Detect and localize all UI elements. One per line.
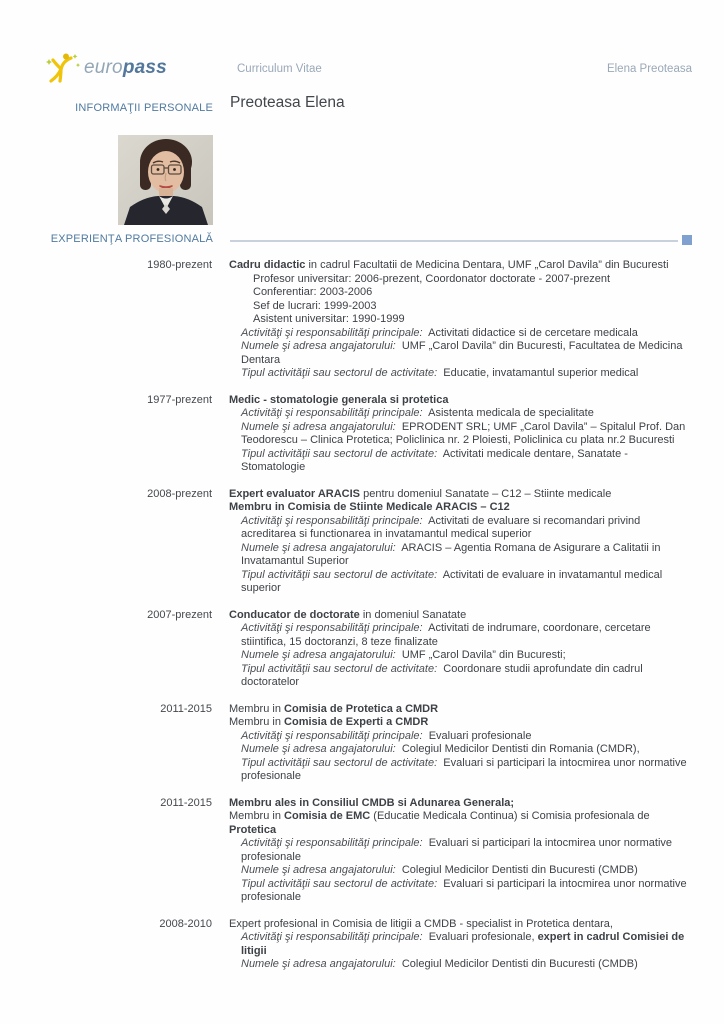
logo-pass-text: pass [122,57,167,79]
detail-label: Numele şi adresa angajatorului: [241,649,396,661]
experience-entries [0,259,724,985]
entry-title-line [229,501,693,515]
entry-title-line [229,716,693,730]
entry-detail-line [229,730,693,744]
section-rule-line [230,240,678,242]
text: ARACIS – Agentia Romana de Asigurare a Calitatii in Invatamantul Superior [241,541,661,567]
text: Asistenta medicala de specialitate [428,407,594,419]
bold-text: Cadru didactic [229,259,306,271]
text: (Educatie Medicala Continua) si Comisia profesionala de [370,810,650,822]
text: Colegiul Medicilor Dentisti din Bucuresti (CMDB) [401,864,638,876]
detail-label: Tipul activităţii sau sectorul de activitate: [241,662,438,675]
detail-label: Numele şi adresa angajatorului: [241,958,396,970]
bold-text: Comisia de Experti a CMDR [284,716,429,728]
entry-detail-line [229,367,693,381]
text: UMF „Carol Davila” din Bucuresti; [401,649,566,661]
portrait-photo-image [118,135,213,225]
text: Colegiul Medicilor Dentisti din Romania (CMDR), [401,743,640,755]
entry-title-line [229,797,693,811]
entry-date: 2008-2010 [159,917,212,930]
text: EPRODENT SRL; UMF „Carol Davila” – Spitalul Prof. Dan Teodorescu – Clinica Protetica; Policlinica nr. 2 Ploiesti, Policlinica cu plata nr.2 Bucuresti [241,420,686,446]
entry-title-line [229,394,693,408]
entry-title-line [229,703,693,717]
europass-wordmark [84,57,167,79]
entry-detail-line [229,878,693,905]
bold-text: expert in cadrul Comisiei de litigii [241,931,685,957]
logo-euro-text: euro [84,57,123,79]
portrait-photo [118,135,213,225]
entry-detail-line [229,931,693,958]
entry-detail-line [229,743,693,757]
section-rule-square-icon [682,235,692,245]
entry-title-line [229,488,693,502]
entry-title-line [229,918,693,932]
entry-title-line [229,609,693,623]
detail-label: Tipul activităţii sau sectorul de activitate: [241,367,438,379]
bold-text: Conducator de doctorate [229,608,360,621]
entry-detail-line [229,649,693,663]
bold-text: Membru in Comisia de Stiinte Medicale ARACIS – C12 [229,501,510,513]
europass-logo [46,52,167,84]
entry-detail-line [229,958,693,972]
entry-date: 2007-prezent [147,608,212,621]
entry-position-line: Conferentiar: 2003-2006 [253,286,373,298]
text: Evaluari profesionale [428,729,532,742]
text: Coordonare studii aprofundate din cadrul doctoratelor [241,662,643,688]
entry-content [229,609,693,690]
text: Evaluari profesionale, [428,931,538,943]
detail-label: Numele şi adresa angajatorului: [241,541,396,554]
detail-label: Numele şi adresa angajatorului: [241,743,396,755]
text: Expert profesional in Comisia de litigii a CMDB - specialist in Protetica dentara, [229,917,613,930]
entry-detail-line [229,448,693,475]
entry-date: 2011-2015 [160,796,212,809]
header-person-name: Elena Preoteasa [606,63,692,75]
experience-entry [0,918,724,972]
entry-detail-line [229,327,693,341]
entry-detail-line [229,837,693,864]
text: pentru domeniul Sanatate – C12 – Stiinte medicale [360,487,612,500]
entry-title-line [229,824,693,838]
europass-star-figure-icon [46,52,82,84]
bold-text: Medic - stomatologie generala si protetica [229,393,449,406]
detail-label: Tipul activităţii sau sectorul de activitate: [241,877,438,890]
entry-detail-line [229,757,693,784]
detail-label: Activităţi şi responsabilităţi principale: [241,931,423,943]
experience-entry [0,797,724,905]
entry-title-line [229,259,693,273]
entry-detail-line [229,663,693,690]
detail-label: Numele şi adresa angajatorului: [241,340,396,352]
experience-entry [0,488,724,596]
bold-text: Comisia de Protetica a CMDR [284,702,439,715]
detail-label: Tipul activităţii sau sectorul de activitate: [241,568,438,581]
detail-label: Tipul activităţii sau sectorul de activitate: [241,756,438,769]
bold-text: Protetica [229,823,277,836]
entry-position-line: Asistent universitar: 1990-1999 [253,313,405,325]
text: in cadrul Facultatii de Medicina Dentara, UMF „Carol Davila” din Bucuresti [305,259,669,271]
text: Activitati de indrumare, coordonare, cercetare stiintifica, 15 doctoranzi, 8 teze finalizate [241,622,651,648]
detail-label: Activităţi şi responsabilităţi principale: [241,407,423,419]
text: Activitati de evaluare in invatamantul medical superior [241,568,663,594]
text: in domeniul Sanatate [359,608,467,621]
bold-text: Membru ales in Consiliul CMDB si Adunarea Generala; [229,796,515,809]
detail-label: Activităţi şi responsabilităţi principale: [241,837,423,849]
entry-position-line: Sef de lucrari: 1999-2003 [253,299,377,312]
entry-content [229,394,693,475]
detail-label: Numele şi adresa angajatorului: [241,864,396,876]
detail-label: Activităţi şi responsabilităţi principale: [241,514,423,527]
text: Colegiul Medicilor Dentisti din Bucuresti (CMDB) [401,958,638,970]
bold-text: Expert evaluator ARACIS [229,487,361,500]
entry-detail-line [229,515,693,542]
entry-date: 2011-2015 [160,702,212,715]
text: Educatie, invatamantul superior medical [443,367,639,379]
entry-date: 1980-prezent [147,259,212,271]
text: Activitati de evaluare si recomandari privind acreditarea si functionarea in invatamantul medical superior [241,514,641,540]
document-type-label: Curriculum Vitae [237,63,322,75]
entry-detail-line [229,340,693,367]
entry-position-line: Profesor universitar: 2006-prezent, Coordonator doctorate - 2007-prezent [253,272,611,285]
entry-content [229,259,693,381]
entry-detail-line [229,864,693,878]
experience-entry [0,703,724,784]
entry-content [229,703,693,784]
bold-text: Comisia de EMC [284,810,371,822]
entry-detail-line [229,421,693,448]
detail-label: Activităţi şi responsabilităţi principale: [241,729,423,742]
text: Membru in [229,716,285,728]
detail-label: Numele şi adresa angajatorului: [241,420,396,433]
entry-detail-line [229,622,693,649]
text: UMF „Carol Davila” din Bucuresti, Facultatea de Medicina Dentara [241,340,683,366]
entry-content [229,918,693,972]
entry-detail-line [229,407,693,421]
text: Activitati didactice si de cercetare medicala [428,326,638,339]
text: Evaluari si participari la intocmirea unor normative profesionale [241,756,687,782]
entry-detail-line [229,542,693,569]
experience-entry [0,394,724,475]
entry-content [229,488,693,596]
entry-date: 1977-prezent [147,393,212,406]
entry-title-line [229,810,693,824]
entry-detail-line [229,569,693,596]
experience-entry [0,259,724,381]
person-name: Preoteasa Elena [230,94,345,111]
entry-date: 2008-prezent [147,487,212,500]
section-label-experience: EXPERIENŢA PROFESIONALĂ [50,233,213,245]
text: Activitati medicale dentare, Sanatate - Stomatologie [241,447,628,473]
experience-entry [0,609,724,690]
section-rule [230,233,692,247]
text: Evaluari si participari la intocmirea unor normative profesionale [241,877,687,903]
detail-label: Activităţi şi responsabilităţi principale: [241,326,423,339]
text: Membru in [229,702,285,715]
section-label-personal-info: INFORMAŢII PERSONALE [75,102,213,114]
detail-label: Tipul activităţii sau sectorul de activitate: [241,447,438,460]
entry-content [229,797,693,905]
text: Evaluari si participari la intocmirea unor normative profesionale [241,837,673,863]
detail-label: Activităţi şi responsabilităţi principale: [241,622,423,634]
text: Membru in [229,810,285,822]
